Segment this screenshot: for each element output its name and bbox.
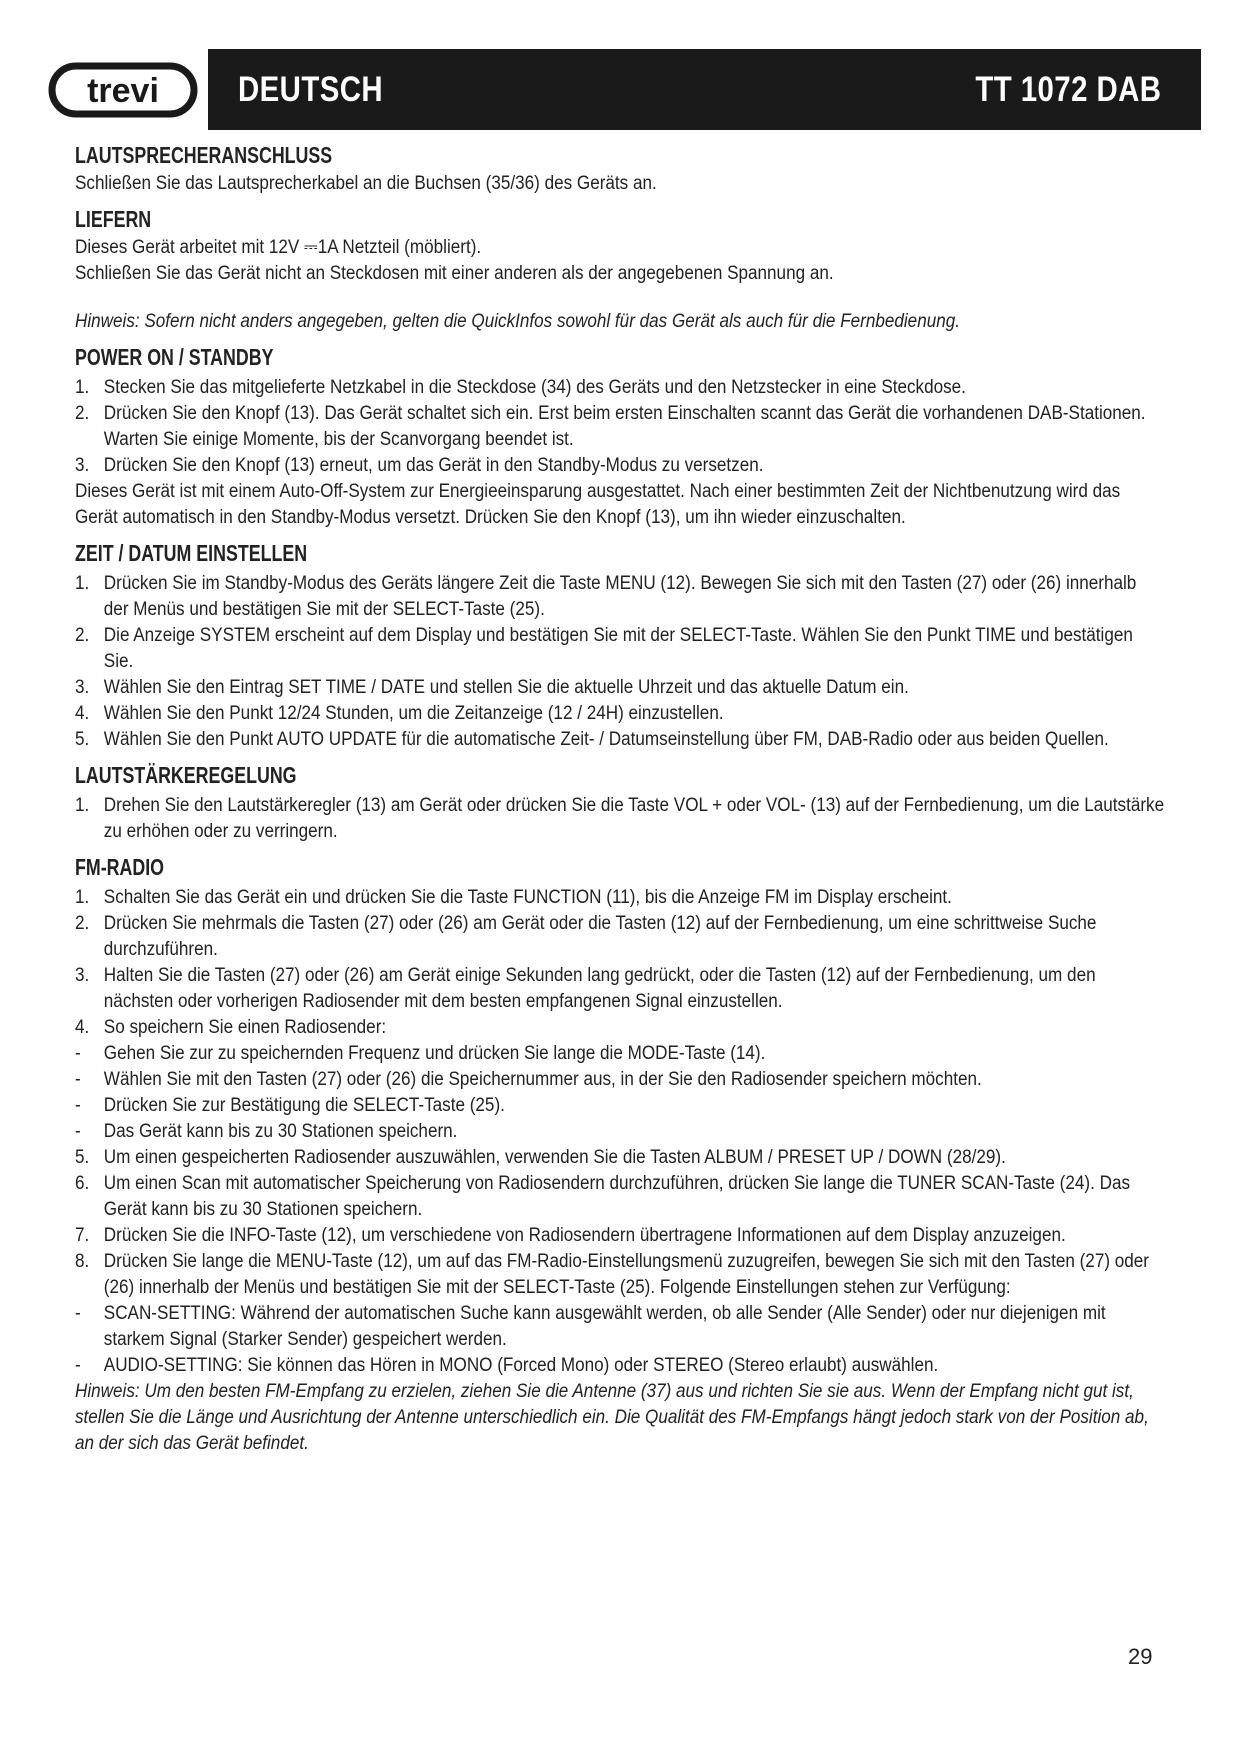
section-power-on-standby [75, 341, 1165, 531]
instruction-list [75, 375, 1165, 479]
list-item-text: Wählen Sie den Punkt 12/24 Stunden, um die Zeitanzeige (12 / 24H) einzustellen. [103, 703, 724, 724]
section-heading: ZEIT / DATUM EINSTELLEN [75, 540, 308, 566]
document-body [75, 133, 1165, 1457]
bullet-item [75, 1119, 1165, 1145]
section-heading: FM-RADIO [75, 854, 164, 880]
instruction-list [75, 885, 1165, 1379]
list-item-text: Drücken Sie den Knopf (13). Das Gerät schaltet sich ein. Erst beim ersten Einschalten scannt das Gerät die vorhandenen DAB-Stationen. Warten Sie einige Momente, bis der Scanvorgang beendet ist. [103, 403, 1146, 450]
section-heading: LAUTSTÄRKEREGELUNG [75, 762, 297, 788]
list-marker: 2. [75, 403, 90, 424]
list-item-text: Um einen gespeicherten Radiosender auszuwählen, verwenden Sie die Tasten ALBUM / PRESET UP / DOWN (28/29). [103, 1147, 1006, 1168]
list-marker: 1. [75, 795, 90, 816]
list-item-text: Schalten Sie das Gerät ein und drücken Sie die Taste FUNCTION (11), bis die Anzeige FM im Display erscheint. [103, 887, 952, 908]
section-heading: POWER ON / STANDBY [75, 344, 274, 370]
note-text: Hinweis: Sofern nicht anders angegeben, gelten die QuickInfos sowohl für das Gerät als auch für die Fernbedienung. [75, 311, 960, 332]
list-item-text: Drücken Sie mehrmals die Tasten (27) oder (26) am Gerät oder die Tasten (12) auf der Fernbedienung, um eine schrittweise Suche durchzuführen. [103, 913, 1097, 960]
list-item-text: Halten Sie die Tasten (27) oder (26) am Gerät einige Sekunden lang gedrückt, oder die Tasten (12) auf der Fernbedienung, um den nächsten oder vorherigen Radiosender mit dem besten empfangenen Signal einzustellen. [103, 965, 1096, 1012]
list-marker: 3. [75, 965, 90, 986]
list-item-text: Drehen Sie den Lautstärkeregler (13) am Gerät oder drücken Sie die Taste VOL + oder VOL- (13) auf der Fernbedienung, um die Lautstärke zu erhöhen oder zu verringern. [103, 795, 1165, 842]
list-marker: - [75, 1043, 81, 1064]
list-item-text: Wählen Sie den Eintrag SET TIME / DATE und stellen Sie die aktuelle Uhrzeit und das aktuelle Datum ein. [103, 677, 909, 698]
list-marker: 3. [75, 455, 90, 476]
list-item-text: Wählen Sie den Punkt AUTO UPDATE für die automatische Zeit- / Datumseinstellung über FM, DAB-Radio oder aus beiden Quellen. [103, 729, 1109, 750]
numbered-item [75, 701, 1165, 727]
bullet-item [75, 1067, 1165, 1093]
list-item-text: Um einen Scan mit automatischer Speicherung von Radiosendern durchzuführen, drücken Sie lange die TUNER SCAN-Taste (24). Das Gerät kann bis zu 30 Stationen speichern. [103, 1173, 1131, 1220]
instruction-list [75, 793, 1165, 845]
section-zeit-datum-einstellen [75, 537, 1165, 753]
bullet-item [75, 1041, 1165, 1067]
list-item-text: AUDIO-SETTING: Sie können das Hören in MONO (Forced Mono) oder STEREO (Stereo erlaubt) auswählen. [103, 1355, 939, 1376]
numbered-item [75, 401, 1165, 453]
numbered-item [75, 1223, 1165, 1249]
numbered-item [75, 1249, 1165, 1301]
list-marker: 4. [75, 1017, 90, 1038]
list-item-text: SCAN-SETTING: Während der automatischen Suche kann ausgewählt werden, ob alle Sender (Alle Sender) oder nur diejenigen mit starkem Signal (Starker Sender) gespeichert werden. [103, 1303, 1106, 1350]
list-marker: 1. [75, 887, 90, 908]
note-text: Hinweis: Um den besten FM-Empfang zu erzielen, ziehen Sie die Antenne (37) aus und richten Sie sie aus. Wenn der Empfang nicht gut ist, stellen Sie die Länge und Ausrichtung der Antenne unterschiedlich ein. Die Qualität des FM-Empfangs hängt jedoch stark von der Position ab, an der sich das Gerät befindet. [75, 1381, 1149, 1454]
language-label: DEUTSCH [238, 69, 384, 109]
list-item-text: Drücken Sie den Knopf (13) erneut, um das Gerät in den Standby-Modus zu versetzen. [103, 455, 764, 476]
logo-text: trevi [87, 71, 159, 110]
instruction-list [75, 571, 1165, 753]
list-item-text: So speichern Sie einen Radiosender: [103, 1017, 387, 1038]
section-liefern [75, 203, 1165, 335]
list-marker: 4. [75, 703, 90, 724]
header-bar [208, 49, 1201, 130]
list-marker: 6. [75, 1173, 90, 1194]
list-marker: 5. [75, 1147, 90, 1168]
list-item-text: Wählen Sie mit den Tasten (27) oder (26) die Speichernummer aus, in der Sie den Radiosender speichern möchten. [103, 1069, 982, 1090]
numbered-item [75, 911, 1165, 963]
list-marker: 1. [75, 573, 90, 594]
numbered-item [75, 571, 1165, 623]
list-marker: 8. [75, 1251, 90, 1272]
list-item-text: Drücken Sie lange die MENU-Taste (12), um auf das FM-Radio-Einstellungsmenü zuzugreifen, bewegen Sie sich mit den Tasten (27) oder (26) innerhalb der Menüs und bestätigen Sie mit der SELECT-Taste (25). Folgende Einstellungen stehen zur Verfügung: [103, 1251, 1150, 1298]
list-marker: 5. [75, 729, 90, 750]
list-marker: 1. [75, 377, 90, 398]
section-heading: LIEFERN [75, 206, 152, 232]
paragraph: Schließen Sie das Gerät nicht an Steckdosen mit einer anderen als der angegebenen Spannung an. [75, 263, 834, 284]
list-marker: 2. [75, 913, 90, 934]
paragraph: Schließen Sie das Lautsprecherkabel an die Buchsen (35/36) des Geräts an. [75, 173, 657, 194]
list-marker: 7. [75, 1225, 90, 1246]
numbered-item [75, 675, 1165, 701]
numbered-item [75, 453, 1165, 479]
numbered-item [75, 375, 1165, 401]
logo-icon [48, 60, 198, 120]
numbered-item [75, 727, 1165, 753]
list-marker: - [75, 1095, 81, 1116]
numbered-item [75, 623, 1165, 675]
bullet-item [75, 1301, 1165, 1353]
trevi-logo [38, 49, 208, 130]
numbered-item [75, 885, 1165, 911]
list-marker: - [75, 1303, 81, 1324]
page-number: 29 [1128, 1644, 1153, 1669]
list-item-text: Drücken Sie die INFO-Taste (12), um verschiedene von Radiosendern übertragene Informationen auf dem Display anzuzeigen. [103, 1225, 1066, 1246]
numbered-item [75, 1145, 1165, 1171]
list-marker: - [75, 1121, 81, 1142]
list-marker: - [75, 1069, 81, 1090]
paragraph: Dieses Gerät ist mit einem Auto-Off-System zur Energieeinsparung ausgestattet. Nach einer bestimmten Zeit der Nichtbenutzung wird das Gerät automatisch in den Standby-Modus versetzt. Drücken Sie den Knopf (13), um ihn wieder einzuschalten. [75, 481, 1121, 528]
model-label: TT 1072 DAB [975, 69, 1161, 109]
page-header [38, 49, 1201, 130]
list-item-text: Das Gerät kann bis zu 30 Stationen speichern. [103, 1121, 458, 1142]
bullet-item [75, 1093, 1165, 1119]
section-fm-radio [75, 851, 1165, 1457]
list-item-text: Drücken Sie im Standby-Modus des Geräts längere Zeit die Taste MENU (12). Bewegen Sie sich mit den Tasten (27) oder (26) innerhalb der Menüs und bestätigen Sie mit der SELECT-Taste (25). [103, 573, 1137, 620]
numbered-item [75, 793, 1165, 845]
list-item-text: Stecken Sie das mitgelieferte Netzkabel in die Steckdose (34) des Geräts und den Netzstecker in eine Steckdose. [103, 377, 966, 398]
list-item-text: Die Anzeige SYSTEM erscheint auf dem Display und bestätigen Sie mit der SELECT-Taste. Wählen Sie den Punkt TIME und bestätigen Sie. [103, 625, 1133, 672]
list-item-text: Gehen Sie zur zu speichernden Frequenz und drücken Sie lange die MODE-Taste (14). [103, 1043, 766, 1064]
section-heading: LAUTSPRECHERANSCHLUSS [75, 142, 333, 168]
numbered-item [75, 1015, 1165, 1041]
bullet-item [75, 1353, 1165, 1379]
list-marker: - [75, 1355, 81, 1376]
list-marker: 2. [75, 625, 90, 646]
list-item-text: Drücken Sie zur Bestätigung die SELECT-Taste (25). [103, 1095, 505, 1116]
numbered-item [75, 963, 1165, 1015]
numbered-item [75, 1171, 1165, 1223]
list-marker: 3. [75, 677, 90, 698]
section-lautstärkeregelung [75, 759, 1165, 845]
paragraph: Dieses Gerät arbeitet mit 12V ⎓1A Netzteil (möbliert). [75, 237, 482, 258]
section-lautsprecheranschluss [75, 139, 1165, 197]
